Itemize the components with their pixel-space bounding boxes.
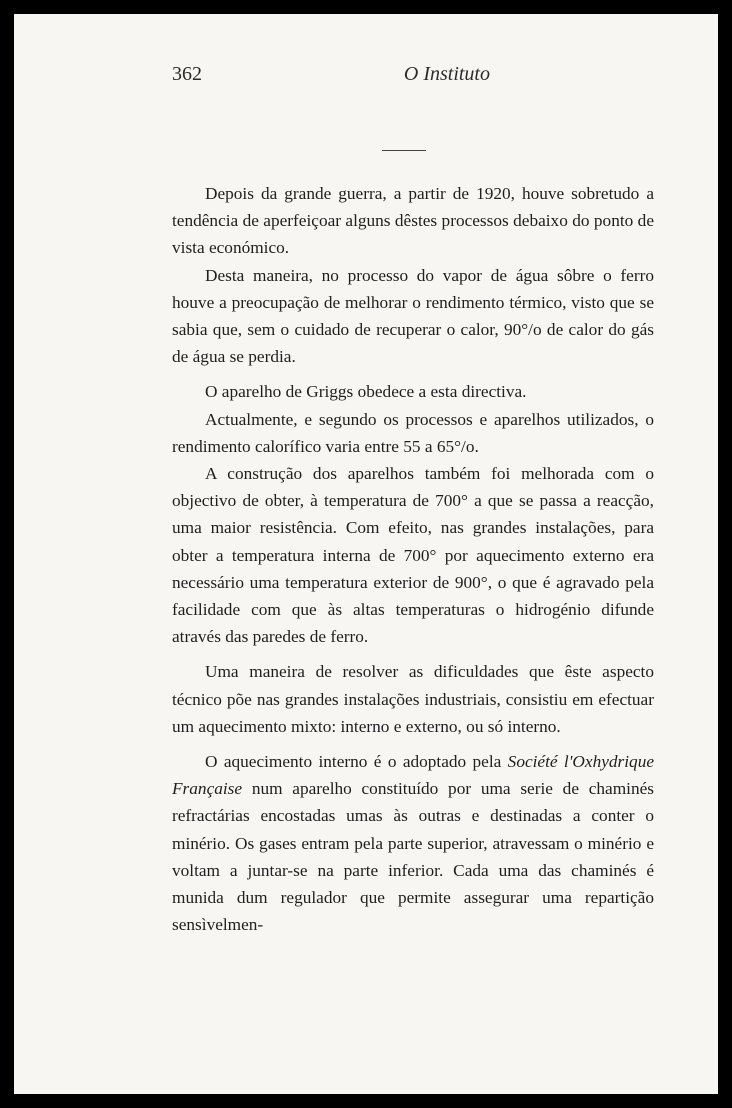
- paragraph: A construção dos aparelhos também foi melhorada com o objectivo de obter, à temperatura de 700° a que se passa a reacção, uma maior resistência. Com efeito, nas grandes instalações, para obter a temperatura interna de 700° por aquecimento externo era necessário uma temperatura exterior de 900°, o que é agravado pela facilidade com que às altas temperaturas o hidrogénio difunde através das paredes de ferro.: [172, 464, 654, 647]
- book-page: [14, 14, 718, 1094]
- company-name: Société l'Oxhydrique Française: [172, 752, 655, 799]
- paragraph: Actualmente, e segundo os processos e aparelhos utilizados, o rendimento calorífico varia entre 55 a 65°/o.: [172, 409, 654, 456]
- running-title: O Instituto: [403, 63, 490, 85]
- paragraph-text: O aquecimento interno é o adoptado pela: [205, 752, 508, 772]
- paragraph: O aparelho de Griggs obedece a esta directiva.: [205, 382, 527, 402]
- section-divider: [382, 150, 426, 151]
- page-number: 362: [172, 63, 202, 85]
- paragraph: Uma maneira de resolver as dificuldades que êste aspecto técnico põe nas grandes instalações industriais, consistiu em efectuar um aquecimento mixto: interno e externo, ou só interno.: [172, 662, 654, 736]
- paragraph: Depois da grande guerra, a partir de 1920, houve sobretudo a tendência de aperfeiçoar alguns dêstes processos debaixo do ponto de vista económico.: [172, 184, 654, 258]
- body-text: [172, 180, 654, 938]
- paragraph-text: num aparelho constituído por uma serie de chaminés refractárias encostadas umas às outras e destinadas a conter o minério. Os gases entram pela parte superior, atravessam o minério e voltam a juntar-se na parte inferior. Cada uma das chaminés é munida dum regulador que permite assegurar uma repartição sensìvelmen-: [172, 779, 654, 935]
- paragraph: Desta maneira, no processo do vapor de água sôbre o ferro houve a preocupação de melhorar o rendimento térmico, visto que se sabia que, sem o cuidado de recuperar o calor, 90°/o de calor do gás de água se perdia.: [172, 265, 654, 367]
- page-header: [172, 63, 490, 87]
- paragraph: [172, 748, 654, 938]
